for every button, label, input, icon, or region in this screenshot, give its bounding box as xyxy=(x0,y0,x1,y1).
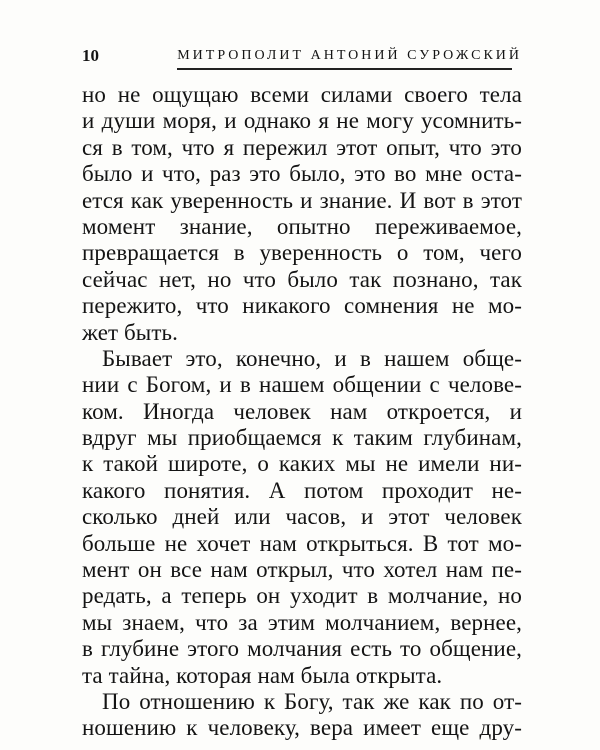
text-line: пережито, что никакого сомнения не мо- xyxy=(82,293,522,319)
page-body xyxy=(82,82,522,742)
text-line: сколько дней или часов, и этот человек xyxy=(82,504,522,530)
text-line: сейчас нет, но что было так познано, так xyxy=(82,266,522,292)
text-line: мент он все нам открыл, что хотел нам пе- xyxy=(82,557,522,583)
text-line: жет быть. xyxy=(82,319,178,345)
text-line: превращается в уверенность о том, чего xyxy=(82,240,522,266)
paragraph xyxy=(82,346,522,689)
text-line: и души моря, и однако я не могу усомнить- xyxy=(82,108,522,134)
text-line: в глубине этого молчания есть то общение, xyxy=(82,636,522,662)
text-line: вдруг мы приобщаемся к таким глубинам, xyxy=(82,425,522,451)
text-line: к такой широте, о каких мы не имели ни- xyxy=(82,451,522,477)
text-line: ком. Иногда человек нам откроется, и xyxy=(82,398,522,424)
text-line: нии с Богом, и в нашем общении с челове- xyxy=(82,372,522,398)
paragraph xyxy=(82,82,522,346)
text-line: но не ощущаю всеми силами своего тела xyxy=(82,82,522,107)
paragraph xyxy=(82,689,522,742)
text-line: Бывает это, конечно, и в нашем обще- xyxy=(102,345,522,371)
text-line: было и что, раз это было, это во мне оста- xyxy=(82,161,522,187)
header-rule xyxy=(177,68,512,70)
running-header xyxy=(82,46,522,70)
text-line: какого понятия. А потом проходит не- xyxy=(82,477,522,503)
text-line: мы знаем, что за этим молчанием, вернее, xyxy=(82,609,522,635)
text-line: ется как уверенность и знание. И вот в этот xyxy=(82,187,522,213)
text-line: та тайна, которая нам была открыта. xyxy=(82,662,443,688)
page-number: 10 xyxy=(82,46,99,65)
text-line: редать, а теперь он уходит в молчание, но xyxy=(82,583,522,609)
text-line: ношению к человеку, вера имеет еще дру- xyxy=(82,715,522,741)
text-line: ся в том, что я пережил этот опыт, что это xyxy=(82,134,522,160)
running-title: МИТРОПОЛИТ АНТОНИЙ СУРОЖСКИЙ xyxy=(177,48,522,63)
text-line: По отношению к Богу, так же как по от- xyxy=(102,688,522,714)
text-line: момент знание, опытно переживаемое, xyxy=(82,213,522,239)
text-line: больше не хочет нам открыться. В тот мо- xyxy=(82,530,522,556)
